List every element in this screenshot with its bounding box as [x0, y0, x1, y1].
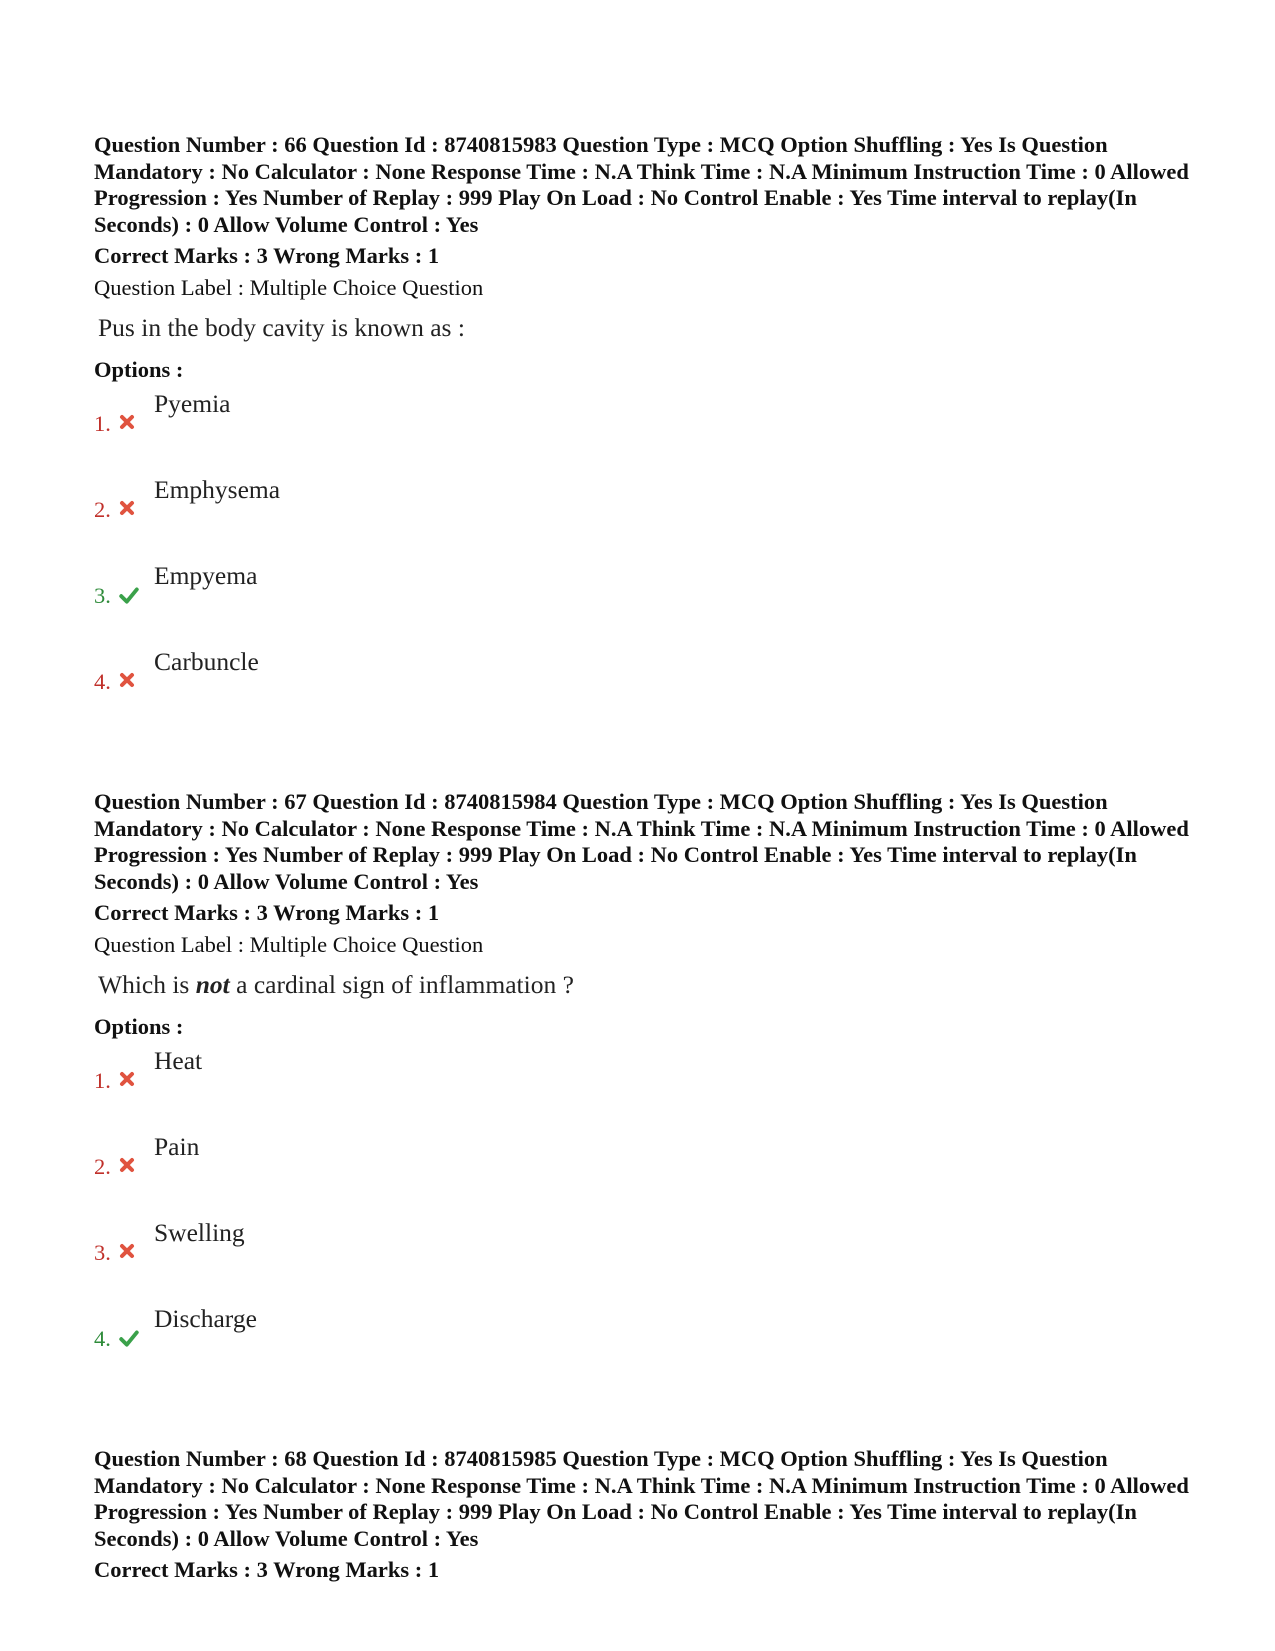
option-text: Heat — [154, 1046, 203, 1075]
question-meta: Question Number : 66 Question Id : 8740815983 Question Type : MCQ Option Shuffling : Yes Is Question Mandatory : No Calculator : None Response Time : N.A Think Time : N.A Minimum Instruction Time : 0 Allowed Progression : Yes Number of Replay : 999 Play On Load : No Control Enable : Yes Time interval to replay(In Seconds) : 0 Allow Volume Control : Yes — [94, 132, 1189, 237]
question-label: Question Label : Multiple Choice Question — [94, 275, 484, 300]
cross-icon — [118, 671, 136, 689]
option-1 — [94, 389, 1194, 475]
question-text-emphasis: not — [195, 970, 230, 999]
cross-icon — [118, 499, 136, 517]
option-text: Swelling — [154, 1218, 245, 1247]
option-number: 2. — [94, 1154, 111, 1179]
option-text: Carbuncle — [154, 647, 259, 676]
options-list — [94, 1046, 1194, 1374]
cross-icon — [118, 1242, 136, 1260]
options-heading: Options : — [94, 357, 184, 382]
option-4 — [94, 1304, 1194, 1374]
option-3 — [94, 1218, 1194, 1304]
question-text — [94, 970, 1194, 1000]
check-icon — [118, 585, 140, 605]
question-67 — [94, 789, 1194, 1374]
cross-icon — [118, 1070, 136, 1088]
option-number: 1. — [94, 411, 111, 436]
option-number: 3. — [94, 1240, 111, 1265]
option-number: 1. — [94, 1068, 111, 1093]
option-text: Pyemia — [154, 389, 231, 418]
option-4 — [94, 647, 1194, 717]
question-66 — [94, 132, 1194, 717]
question-marks: Correct Marks : 3 Wrong Marks : 1 — [94, 1557, 440, 1582]
cross-icon — [118, 413, 136, 431]
question-marks: Correct Marks : 3 Wrong Marks : 1 — [94, 243, 440, 268]
question-marks: Correct Marks : 3 Wrong Marks : 1 — [94, 900, 440, 925]
options-heading: Options : — [94, 1014, 184, 1039]
option-2 — [94, 475, 1194, 561]
options-list — [94, 389, 1194, 717]
question-text-part: a cardinal sign of inflammation ? — [229, 970, 574, 999]
cross-icon — [118, 1156, 136, 1174]
option-number: 4. — [94, 669, 111, 694]
question-label: Question Label : Multiple Choice Question — [94, 932, 484, 957]
option-text: Emphysema — [154, 475, 281, 504]
option-3 — [94, 561, 1194, 647]
option-number: 4. — [94, 1326, 111, 1351]
check-icon — [118, 1328, 140, 1348]
question-text-part: Pus in the body cavity is known as : — [98, 313, 465, 342]
option-number: 3. — [94, 583, 111, 608]
question-meta: Question Number : 67 Question Id : 8740815984 Question Type : MCQ Option Shuffling : Yes Is Question Mandatory : No Calculator : None Response Time : N.A Think Time : N.A Minimum Instruction Time : 0 Allowed Progression : Yes Number of Replay : 999 Play On Load : No Control Enable : Yes Time interval to replay(In Seconds) : 0 Allow Volume Control : Yes — [94, 789, 1189, 894]
document-page — [94, 132, 1194, 1583]
question-meta: Question Number : 68 Question Id : 8740815985 Question Type : MCQ Option Shuffling : Yes Is Question Mandatory : No Calculator : None Response Time : N.A Think Time : N.A Minimum Instruction Time : 0 Allowed Progression : Yes Number of Replay : 999 Play On Load : No Control Enable : Yes Time interval to replay(In Seconds) : 0 Allow Volume Control : Yes — [94, 1446, 1189, 1551]
option-number: 2. — [94, 497, 111, 522]
question-68 — [94, 1446, 1194, 1583]
option-2 — [94, 1132, 1194, 1218]
question-text — [94, 313, 1194, 343]
option-1 — [94, 1046, 1194, 1132]
option-text: Empyema — [154, 561, 258, 590]
question-text-part: Which is — [98, 970, 196, 999]
option-text: Discharge — [154, 1304, 257, 1333]
option-text: Pain — [154, 1132, 200, 1161]
